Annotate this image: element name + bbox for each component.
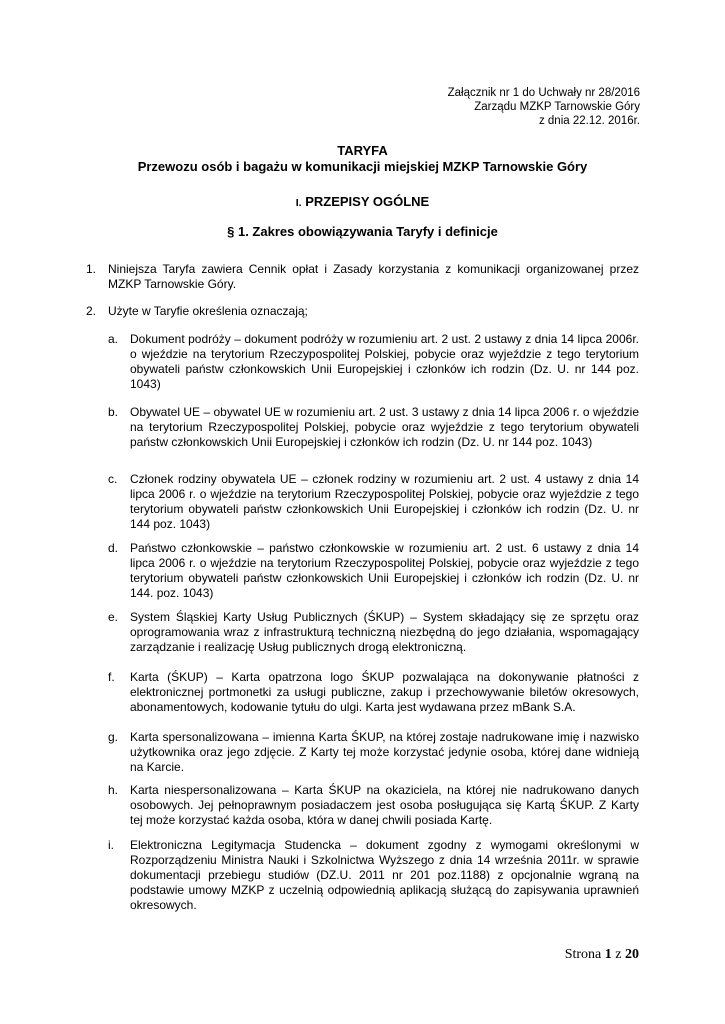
definition-item-a [108, 332, 639, 392]
definition-text: Państwo członkowskie – państwo członkowskie w rozumieniu art. 2 ust. 6 ustawy z dnia 14 lipca 2006 r. o wjeździe na terytorium Rzeczypospolitej Polskiej, pobycie oraz wyjeździe z tego terytorium obywateli państw członkowskich Unii Europejskiej i członków ich rodzin (Dz. U. nr 144. poz. 1043) [130, 541, 639, 600]
definition-letter: e. [108, 610, 119, 624]
section-heading [60, 194, 665, 211]
definition-text: Członek rodziny obywatela UE – członek rodziny w rozumieniu art. 2 ust. 4 ustawy z dnia 14 lipca 2006 r. o wjeździe na terytorium Rzeczypospolitej Polskiej, pobycie oraz wyjeździe z tego terytorium obywateli państw członkowskich Unii Europejskiej i członków ich rodzin (Dz. U. nr 144 poz. 1043) [130, 472, 639, 531]
definition-text: Karta niespersonalizowana – Karta ŚKUP na okaziciela, na której nie nadrukowano danych osobowych. Jej pełnoprawnym posiadaczem jest osoba posługująca się Kartą ŚKUP. Z Karty tej może korzystać każda osoba, która w danej chwili posiada Kartę. [130, 783, 639, 827]
definition-text: Karta (ŚKUP) – Karta opatrzona logo ŚKUP pozwalająca na dokonywanie płatności z elektronicznej portmonetki za usługi publiczne, zakup i przechowywanie biletów okresowych, abonamentowych, kodowanie tytułu do ulgi. Karta jest wydawana przez mBank S.A. [130, 670, 639, 714]
total-pages: 20 [625, 947, 639, 962]
section-roman-numeral: I. [295, 197, 302, 209]
definition-item-d [108, 541, 639, 601]
definition-item-i [108, 838, 639, 913]
definition-item-e [108, 610, 639, 655]
list-item-number: 2. [86, 304, 97, 318]
definition-text: System Śląskiej Karty Usług Publicznych (ŚKUP) – System składający się ze sprzętu oraz oprogramowania wraz z infrastrukturą techniczną niezbędną do jego działania, wspomagający zarządzanie i realizację Usług publicznych drogą elektroniczną. [130, 610, 639, 654]
definition-item-b [108, 405, 639, 450]
definition-letter: b. [108, 405, 119, 419]
definition-letter: a. [108, 332, 119, 346]
definition-letter: g. [108, 730, 119, 744]
list-item-text: Użyte w Taryfie określenia oznaczają; [108, 304, 308, 318]
definition-item-c [108, 472, 639, 532]
definition-text: Dokument podróży – dokument podróży w rozumieniu art. 2 ust. 2 ustawy z dnia 14 lipca 2006r. o wjeździe na terytorium Rzeczypospolitej Polskiej, pobycie oraz wyjeździe z tego terytorium obywateli państw członkowskich Unii Europejskiej i członków ich rodzin (Dz. U. nr 144 poz. 1043) [130, 332, 639, 391]
definition-letter: f. [108, 670, 115, 684]
definition-text: Elektroniczna Legitymacja Studencka – dokument zgodny z wymogami określonymi w Rozporządzeniu Ministra Nauki i Szkolnictwa Wyższego z dnia 14 września 2011r. w sprawie dokumentacji przebiegu studiów (DZ.U. 2011 nr 201 poz.1188) z opcjonalnie wgraną na podstawie umowy MZKP z uczelnią odpowiednią aplikacją służącą do zapisywania uprawnień okresowych. [130, 838, 639, 912]
title-subtitle: Przewozu osób i bagażu w komunikacji miejskiej MZKP Tarnowskie Góry [137, 159, 588, 174]
attachment-line-1: Załącznik nr 1 do Uchwały nr 28/2016 [447, 87, 640, 99]
page-word: Strona [564, 947, 602, 962]
list-item [86, 304, 639, 319]
current-page: 1 [604, 947, 612, 962]
document-title [60, 143, 665, 175]
page-number [565, 947, 639, 962]
definition-item-g [108, 730, 639, 775]
attachment-line-3: z dnia 22.12. 2016r. [538, 115, 640, 127]
definition-letter: h. [108, 783, 119, 797]
definition-letter: d. [108, 541, 119, 555]
attachment-note [448, 86, 640, 128]
paragraph-heading: § 1. Zakres obowiązywania Taryfy i definicje [227, 224, 498, 239]
attachment-line-2: Zarządu MZKP Tarnowskie Góry [474, 101, 640, 113]
list-item-text: Niniejsza Taryfa zawiera Cennik opłat i Zasady korzystania z komunikacji organizowanej przez MZKP Tarnowskie Góry. [108, 262, 639, 291]
definition-text: Obywatel UE – obywatel UE w rozumieniu art. 2 ust. 3 ustawy z dnia 14 lipca 2006 r. o wjeździe na terytorium Rzeczypospolitej Polskiej, pobycie oraz wyjeździe z tego terytorium obywateli państw członkowskich Unii Europejskiej i członków ich rodzin (Dz. U. nr 144 poz. 1043) [130, 405, 639, 449]
numbered-list [86, 262, 639, 292]
definition-letter: i. [108, 838, 114, 852]
list-item-number: 1. [86, 262, 97, 276]
definition-item-f [108, 670, 639, 715]
numbered-list-2 [86, 304, 639, 319]
of-word: z [615, 947, 622, 962]
definition-text: Karta spersonalizowana – imienna Karta ŚKUP, na której zostaje nadrukowane imię i nazwisko użytkownika oraz jego zdjęcie. Z Karty tej może korzystać jedynie osoba, której dane widnieją na Karcie. [130, 730, 639, 774]
list-item [86, 262, 639, 292]
section-title: PRZEPISY OGÓLNE [305, 194, 430, 209]
definition-item-h [108, 783, 639, 828]
title-main: TARYFA [337, 143, 388, 158]
definition-letter: c. [108, 472, 118, 486]
